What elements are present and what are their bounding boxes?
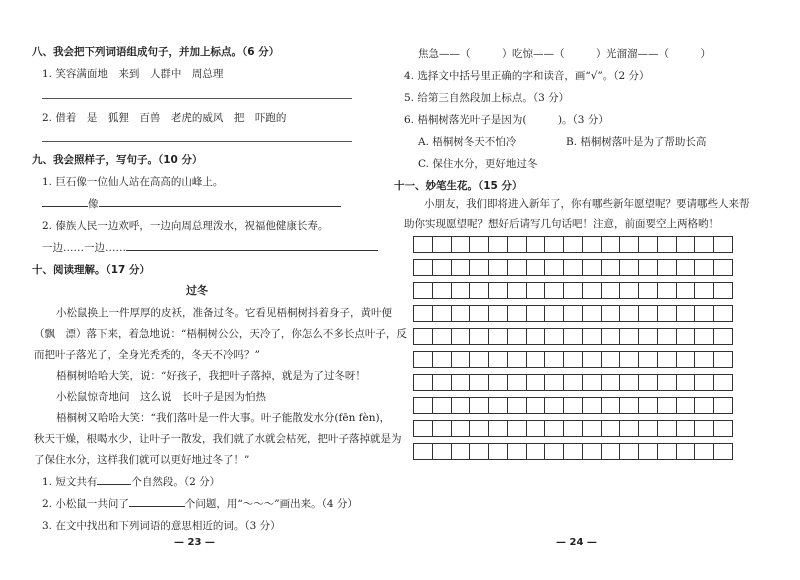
blank[interactable] (99, 197, 341, 207)
s8-question-1: 1. 笑容满面地 来到 人群中 周总理 (42, 68, 224, 80)
page-number-left: — 23 — (174, 537, 215, 548)
option-a[interactable]: A. 梧桐树冬天不怕冷 (418, 136, 517, 148)
synonym-3: 光溜溜——（ ） (606, 48, 711, 60)
option-b[interactable]: B. 梧桐树落叶是为了帮助长高 (566, 136, 707, 148)
passage-para: 秋天干燥，根喝水少，让叶子一散发，我们就了水就会枯死，把叶子落掉就是为 (34, 433, 402, 445)
r-question-5: 5. 给第三自然段加上标点。（3 分） (404, 92, 570, 104)
s9-question-2: 2. 傣族人民一边欢呼，一边向周总理泼水，祝福他健康长寿。 (42, 220, 329, 232)
synonym-1: 焦急——（ ） (418, 48, 513, 60)
q-text: 个问题，用“～～～”画出来。（4 分） (184, 498, 358, 510)
grid-row[interactable] (413, 397, 733, 414)
writing-grid[interactable] (413, 236, 733, 466)
grid-row[interactable] (413, 328, 733, 345)
s9-fill-2[interactable] (42, 240, 378, 255)
grid-row[interactable] (413, 443, 733, 460)
r-question-4: 4. 选择文中括号里正确的字和读音，画“√”。（2 分） (404, 70, 650, 82)
r-question-1 (42, 474, 220, 489)
r-question-2 (42, 496, 358, 511)
blank[interactable] (126, 241, 378, 251)
fill-word: 一边……一边…… (42, 242, 126, 254)
synonym-2: 吃惊——（ ） (512, 48, 607, 60)
section-9-title: 九、我会照样子，写句子。（10 分） (32, 154, 203, 166)
q-text: 1. 短文共有 (42, 476, 98, 488)
section-8-title: 八、我会把下列词语组成句子，并加上标点。（6 分） (32, 46, 280, 58)
s11-prompt-1: 小朋友，我们即将进入新年了，你有哪些新年愿望呢？要请哪些人来帮 (424, 198, 750, 210)
grid-row[interactable] (413, 282, 733, 299)
passage-para: 了保住水分，这样我们就可以更好地过冬了！” (34, 454, 250, 466)
s8-question-2: 2. 借着 是 狐狸 百兽 老虎的威风 把 吓跑的 (42, 112, 287, 124)
fill-word: 像 (88, 198, 99, 210)
section-11-title: 十一、妙笔生花。（15 分） (394, 180, 523, 192)
passage-para: 而把叶子落光了，全身光秃秃的，冬天不冷吗？” (34, 349, 260, 361)
q-text: 个自然段。（2 分） (131, 476, 221, 488)
blank[interactable] (97, 475, 131, 485)
q-text: 2. 小松鼠一共问了 (42, 498, 129, 510)
blank[interactable] (42, 197, 88, 207)
r-question-6: 6. 梧桐树落光叶子是因为( )。（3 分） (404, 114, 609, 126)
blank[interactable] (129, 497, 185, 507)
grid-row[interactable] (413, 420, 733, 437)
s9-fill-1[interactable] (42, 196, 341, 211)
answer-line[interactable] (42, 141, 352, 142)
passage-para: （飘 漂）落下来，着急地说：“梧桐树公公，天冷了，你怎么不多长点叶子，反 (34, 328, 407, 340)
grid-row[interactable] (413, 351, 733, 368)
grid-row[interactable] (413, 374, 733, 391)
s9-question-1: 1. 巨石像一位仙人站在高高的山峰上。 (42, 176, 224, 188)
grid-row[interactable] (413, 305, 733, 322)
option-c[interactable]: C. 保住水分，更好地过冬 (418, 158, 538, 170)
grid-row[interactable] (413, 259, 733, 276)
passage-para: 梧桐树又哈哈大笑：“我们落叶是一件大事。叶子能散发水分(fēn fèn)， (56, 412, 391, 424)
passage-para: 小松鼠惊奇地问 这么说 长叶子是因为怕热 (56, 391, 266, 403)
section-10-title: 十、阅读理解。（17 分） (32, 264, 151, 276)
s11-prompt-2: 助你实现愿望呢？想好后请写几句话吧！注意，前面要空上两格哟！ (404, 218, 719, 230)
answer-line[interactable] (42, 98, 352, 99)
passage-para: 小松鼠换上一件厚厚的皮袄，准备过冬。它看见梧桐树抖着身子，黄叶便 (56, 307, 392, 319)
grid-row[interactable] (413, 236, 733, 253)
passage-para: 梧桐树哈哈大笑，说：“好孩子，我把叶子落掉，就是为了过冬呀！ (56, 370, 366, 382)
r-question-3: 3. 在文中找出和下列词语的意思相近的词。（3 分） (42, 520, 281, 532)
passage-title: 过冬 (186, 284, 208, 297)
page-number-right: — 24 — (556, 537, 597, 548)
